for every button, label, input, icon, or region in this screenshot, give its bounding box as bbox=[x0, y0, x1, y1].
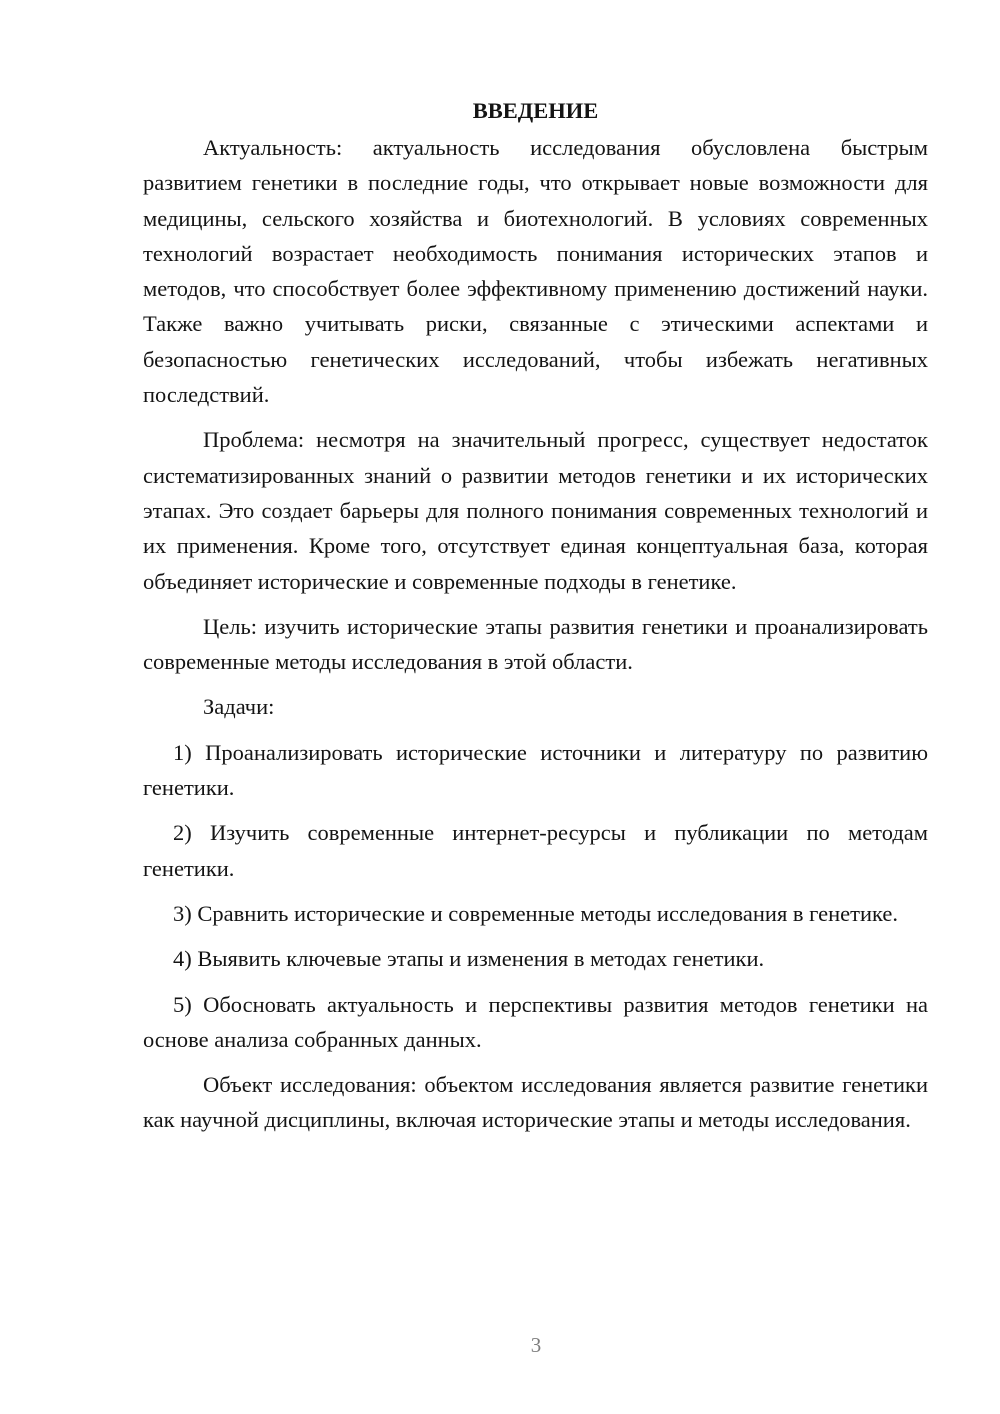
task-item-5: 5) Обосновать актуальность и перспективы развития методов генетики на основе анализа собранных данных. bbox=[143, 991, 928, 1052]
section-heading: ВВЕДЕНИЕ bbox=[472, 98, 599, 123]
task-item-2: 2) Изучить современные интернет-ресурсы и публикации по методам генетики. bbox=[143, 820, 928, 881]
object-paragraph: Объект исследования: объектом исследования является развитие генетики как научной дисциплины, включая исторические этапы и методы исследования. bbox=[143, 1072, 928, 1133]
task-item-1: 1) Проанализировать исторические источники и литературу по развитию генетики. bbox=[143, 739, 928, 801]
task-item-4: 4) Выявить ключевые этапы и изменения в методах генетики. bbox=[173, 946, 765, 972]
task-item-3: 3) Сравнить исторические и современные методы исследования в генетике. bbox=[173, 900, 898, 926]
tasks-title: Задачи: bbox=[203, 694, 275, 720]
relevance-paragraph: Актуальность: актуальность исследования обусловлена быстрым развитием генетики в последние годы, что открывает новые возможности для медицины, сельского хозяйства и биотехнологий. В условиях современных технологий возрастает необходимость понимания исторических этапов и методов, что способствует более эффективному применению достижений науки. Также важно учитывать риски, связанные с этическими аспектами и безопасностью генетических исследований, чтобы избежать негативных последствий. bbox=[143, 135, 928, 408]
page-number: 3 bbox=[530, 1333, 542, 1357]
document-page bbox=[143, 97, 928, 1138]
problem-paragraph: Проблема: несмотря на значительный прогресс, существует недостаток систематизированных знаний о развитии методов генетики и их исторических этапах. Это создает барьеры для полного понимания современных технологий и их применения. Кроме того, отсутствует единая концептуальная база, которая объединяет исторические и современные подходы в генетике. bbox=[143, 427, 928, 594]
goal-paragraph: Цель: изучить исторические этапы развития генетики и проанализировать современные методы исследования в этой области. bbox=[143, 613, 928, 675]
